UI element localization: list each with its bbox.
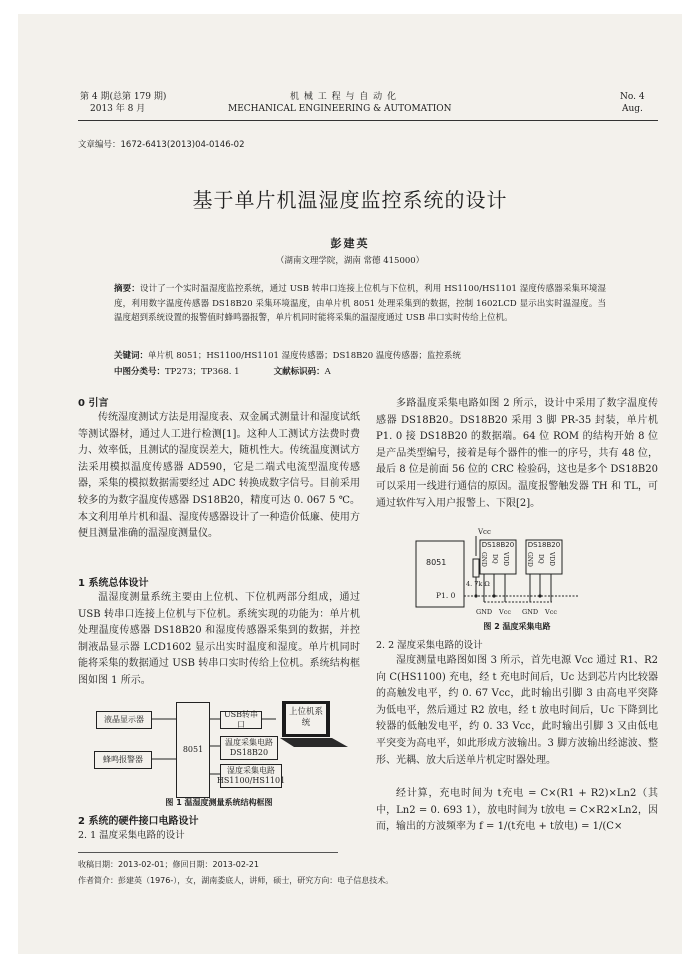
author-affiliation: （湖南文理学院，湖南 常德 415000） (275, 256, 425, 266)
doc-code-label: 文献标识码： (273, 367, 325, 377)
section-2-1-paragraph: 多路温度采集电路如图 2 所示，设计中采用了数字温度传感器 DS18B20。DS18B20 采用 3 脚 PR-35 封装，单片机 P1. 0 接 DS18B20 的数据端。64 位 ROM 的结构开始 8 位是产品类型编号，接着是每个器件的惟一的序号，共有 48 位，最后 8 位是前面 56 位的 CRC 检验码，这也是多个 DS18B20 可以采用一线进行通信的原因。温度报警触发器 TH 和 TL，可通过软件写入用户报警上、下限[2]。 (376, 398, 658, 509)
sensor-1-pin-vdd: VDD (502, 552, 509, 566)
section-2-1-heading: 2. 1 温度采集电路的设计 (78, 830, 185, 841)
lcd-block: 液晶显示器 (96, 711, 152, 729)
clc-label: 中图分类号： (114, 367, 166, 377)
issue-number: 第 4 期(总第 179 期) (80, 92, 167, 102)
section-0-heading: 0 引言 (78, 398, 109, 409)
sensor-2-pin-vdd: VDD (548, 552, 555, 566)
mcu-block: 8051 (176, 702, 210, 798)
bottom-gnd-1: GND (476, 608, 493, 616)
article-number: 文章编号：1672-6413(2013)04-0146-02 (78, 140, 245, 150)
clc-value: TP273；TP368. 1 (165, 367, 240, 377)
resistor-label: 4. 7k Ω (466, 580, 490, 588)
author-name: 彭建英 (330, 237, 370, 250)
section-2-heading: 2 系统的硬件接口电路设计 (78, 816, 199, 827)
doc-code-value: A (324, 367, 331, 377)
section-2-2-paragraph: 湿度测量电路图如图 3 所示，首先电源 Vcc 通过 R1、R2 向 C(HS1100) 充电，经 t 充电时间后，Uc 达到芯片内比较器的高触发电平，约 0. 67 Vcc，此时输出引脚 3 由高电平突降为低电平，然后通过 R2 放电，经 t 放电时间后，Uc 下降到比较器的低触发电平，约 0. 33 Vcc，此时输出引脚 3 又由低电平突变为高电平，如此形成方波输出。3 脚方波输出经滤波、整形、光耦、放大后送单片机定时器处理。 (376, 655, 658, 766)
footnote-rule (78, 852, 338, 853)
section-0-paragraph: 传统湿度测试方法是用湿度表、双金属式测量计和湿度试纸等测试器材，通过人工进行检测[1]。这种人工测试方法费时费力、效率低，且测试的湿度误差大，随机性大。传统温度测试方法采用模拟温度传感器 AD590，它是二端式电流型温度传感器，采集的模拟数据需要经过 ADC 转换成数字信号。目前采用较多的为数字温度传感器 DS18B20，精度可达 0. 067 5 ℃。本文利用单片机和温、湿度传感器设计了一种造价低廉、使用方便且测量准确的温湿度测量仪。 (78, 412, 360, 540)
port-label: P1. 0 (436, 591, 456, 600)
abstract-text: 设计了一个实时温湿度监控系统，通过 USB 转串口连接上位机与下位机，利用 HS1100/HS1101 湿度传感器采集环境湿度，利用数字温度传感器 DS18B20 采集环境温度，由单片机 8051 处理采集到的数据，控制 1602LCD 显示出实时温湿度。当温度超到系统设置的报警值时蜂鸣器报警，单片机同时能将采集的温湿度通过 USB 串口实时传给上位机。 (114, 284, 606, 323)
abstract-label: 摘要： (114, 284, 140, 294)
bottom-vcc-1: Vcc (499, 608, 511, 616)
issue-month-en: Aug. (622, 104, 643, 114)
paper-title: 基于单片机温湿度监控系统的设计 (192, 188, 508, 212)
sensor-1-pin-dq: DQ (491, 554, 498, 564)
author-biography: 作者简介：彭建英（1976-），女，湖南娄底人，讲师，硕士，研究方向：电子信息技术。 (78, 876, 394, 885)
figure-2-caption: 图 2 温度采集电路 (483, 622, 551, 631)
journal-page (18, 14, 682, 954)
pull-up-resistor (473, 559, 479, 577)
sensor-2-label: DS18B20 (527, 541, 561, 549)
sensor-1-pin-gnd: GND (480, 552, 487, 567)
calculation-paragraph: 经计算，充电时间为 t充电 = C×(R1 + R2)×Ln2（其中，Ln2 = 0. 693 1），放电时间为 t放电 = C×R2×Ln2，因而，输出的方波频率为 f = 1/(t充电 + t放电) = 1/(C× (376, 788, 658, 833)
received-dates: 收稿日期：2013-02-01；修回日期：2013-02-21 (78, 860, 259, 869)
upper-computer-label: 上位机系统 (288, 707, 323, 728)
issue-date: 2013 年 8 月 (90, 104, 146, 114)
figure-1-caption: 图 1 温湿度测量系统结构框图 (165, 798, 273, 807)
sensor-2-pin-dq: DQ (537, 554, 544, 564)
humidity-circuit-block: 湿度采集电路 HS1100/HS1101 (220, 764, 282, 788)
bottom-vcc-2: Vcc (545, 608, 557, 616)
section-2-2-heading: 2. 2 湿度采集电路的设计 (376, 640, 483, 651)
journal-title-en: MECHANICAL ENGINEERING & AUTOMATION (228, 104, 452, 114)
issue-number-en: No. 4 (620, 92, 645, 102)
section-1-heading: 1 系统总体设计 (78, 578, 149, 589)
buzzer-block: 蜂鸣报警器 (94, 751, 152, 769)
temperature-circuit-block: 温度采集电路 DS18B20 (220, 736, 278, 760)
sensor-1-label: DS18B20 (481, 541, 515, 549)
keywords-label: 关键词： (114, 351, 149, 361)
figure-2-mcu-label: 8051 (426, 558, 447, 567)
vcc-label: Vcc (478, 528, 491, 536)
bottom-gnd-2: GND (522, 608, 539, 616)
keywords-text: 单片机 8051；HS1100/HS1101 湿度传感器；DS18B20 温度传感器；监控系统 (148, 351, 461, 361)
sensor-2-pin-gnd: GND (526, 552, 533, 567)
section-1-paragraph: 温湿度测量系统主要由上位机、下位机两部分组成，通过 USB 转串口连接上位机与下位机。系统实现的功能为：单片机处理温度传感器 DS18B20 和湿度传感器采集到的数据，并控制液晶显示器 LCD1602 显示出实时温度和湿度。单片机同时能将采集的数据通过 USB 转串口实时传给上位机。系统结构框图如图 1 所示。 (78, 592, 360, 686)
journal-title-cn: 机 械 工 程 与 自 动 化 (290, 92, 398, 102)
usb-serial-block: USB转串口 (220, 711, 262, 729)
